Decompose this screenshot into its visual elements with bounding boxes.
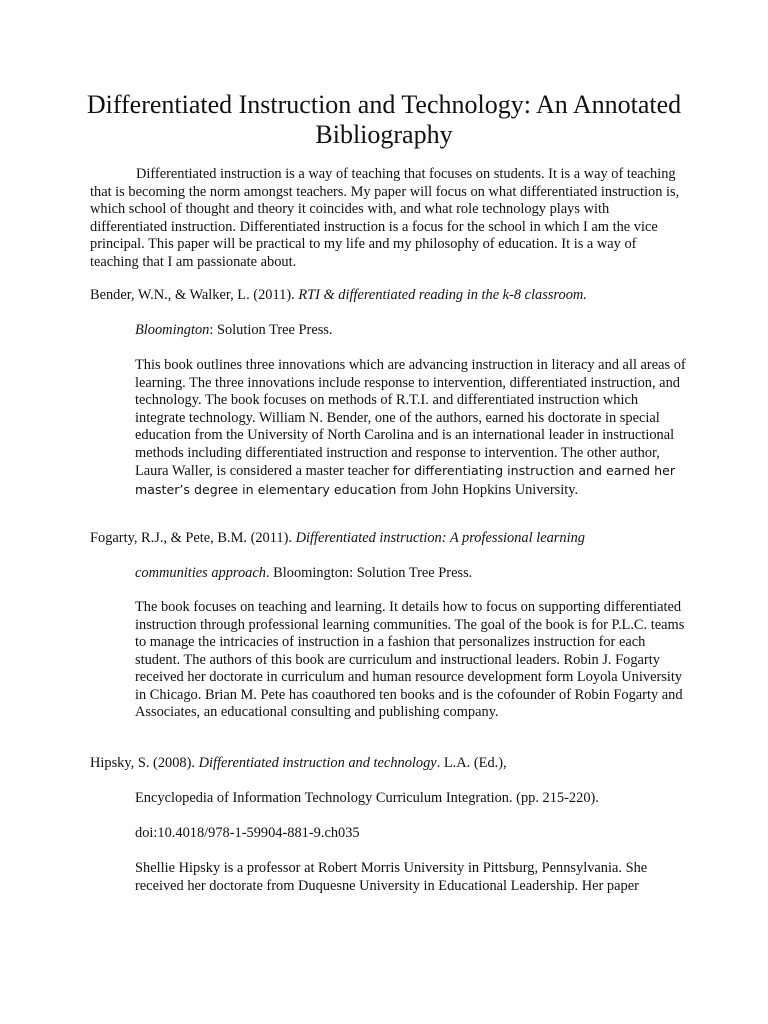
citation-authors: Hipsky, S. (2008). — [90, 755, 199, 771]
citation-fogarty — [90, 530, 730, 548]
citation-title-cont: communities approach — [135, 565, 266, 581]
citation-editor: . L.A. (Ed.), — [436, 755, 507, 771]
citation-authors: Bender, W.N., & Walker, L. (2011). — [90, 287, 299, 303]
citation-bender-publisher — [135, 322, 735, 340]
citation-title: RTI & differentiated reading in the k-8 classroom. — [298, 287, 587, 303]
citation-publisher: . Bloomington: Solution Tree Press. — [265, 565, 473, 581]
intro-paragraph: Differentiated instruction is a way of teaching that focuses on students. It is a way of teaching that is becoming the norm amongst teachers. My paper will focus on what differentiated instruction is, which school of thought and theory it coincides with, and what role technology plays with differentiated instruction. Differentiated instruction is a focus for the school in which I am the vice principal. This paper will be practical to my life and my philosophy of education. It is a way of teaching that I am passionate about. — [90, 166, 680, 270]
annotation-text: for differentiating instruction and earned her master’s degree in elementary education — [135, 463, 676, 497]
document-title: Differentiated Instruction and Technology: An Annotated Bibliography — [86, 90, 682, 149]
citation-hipsky-source: Encyclopedia of Information Technology Curriculum Integration. (pp. 215-220). — [135, 790, 599, 806]
citation-fogarty-publisher — [135, 565, 735, 583]
citation-bender — [90, 287, 730, 305]
annotation-text: This book outlines three innovations which are advancing instruction in literacy and all areas of learning. The three innovations include response to intervention, differentiated instruction, and technology. The book focuses on methods of R.T.I. and differentiated instruction which integrate technology. William N. Bender, one of the authors, earned his doctorate in special education from the University of North Carolina and is an international leader in instructional methods including differentiated instruction and response to intervention. The other author, Laura Waller, is considered a master teacher — [135, 357, 686, 479]
annotation-hipsky: Shellie Hipsky is a professor at Robert Morris University in Pittsburg, Pennsylvania. She received her doctorate from Duquesne University in Educational Leadership. Her paper — [135, 860, 648, 894]
citation-title: Differentiated instruction: A professional learning — [295, 530, 585, 546]
citation-title: Differentiated instruction and technology — [198, 755, 437, 771]
annotation-text: from John Hopkins University. — [396, 481, 579, 498]
annotation-bender — [135, 357, 690, 499]
annotation-fogarty: The book focuses on teaching and learning. It details how to focus on supporting differentiated instruction through professional learning communities. The goal of the book is for P.L.C. teams to manage the intricacies of instruction in a fashion that personalizes instruction for each student. The authors of this book are curriculum and instructional leaders. Robin J. Fogarty received her doctorate in curriculum and human resource development form Loyola University in Chicago. Brian M. Pete has coauthored ten books and is the cofounder of Robin Fogarty and Associates, an educational consulting and publishing company. — [135, 599, 685, 720]
citation-place: Bloomington — [135, 322, 210, 338]
citation-doi: doi:10.4018/978-1-59904-881-9.ch035 — [135, 825, 360, 841]
citation-authors: Fogarty, R.J., & Pete, B.M. (2011). — [90, 530, 296, 546]
citation-publisher: : Solution Tree Press. — [209, 322, 333, 338]
citation-hipsky — [90, 755, 730, 773]
